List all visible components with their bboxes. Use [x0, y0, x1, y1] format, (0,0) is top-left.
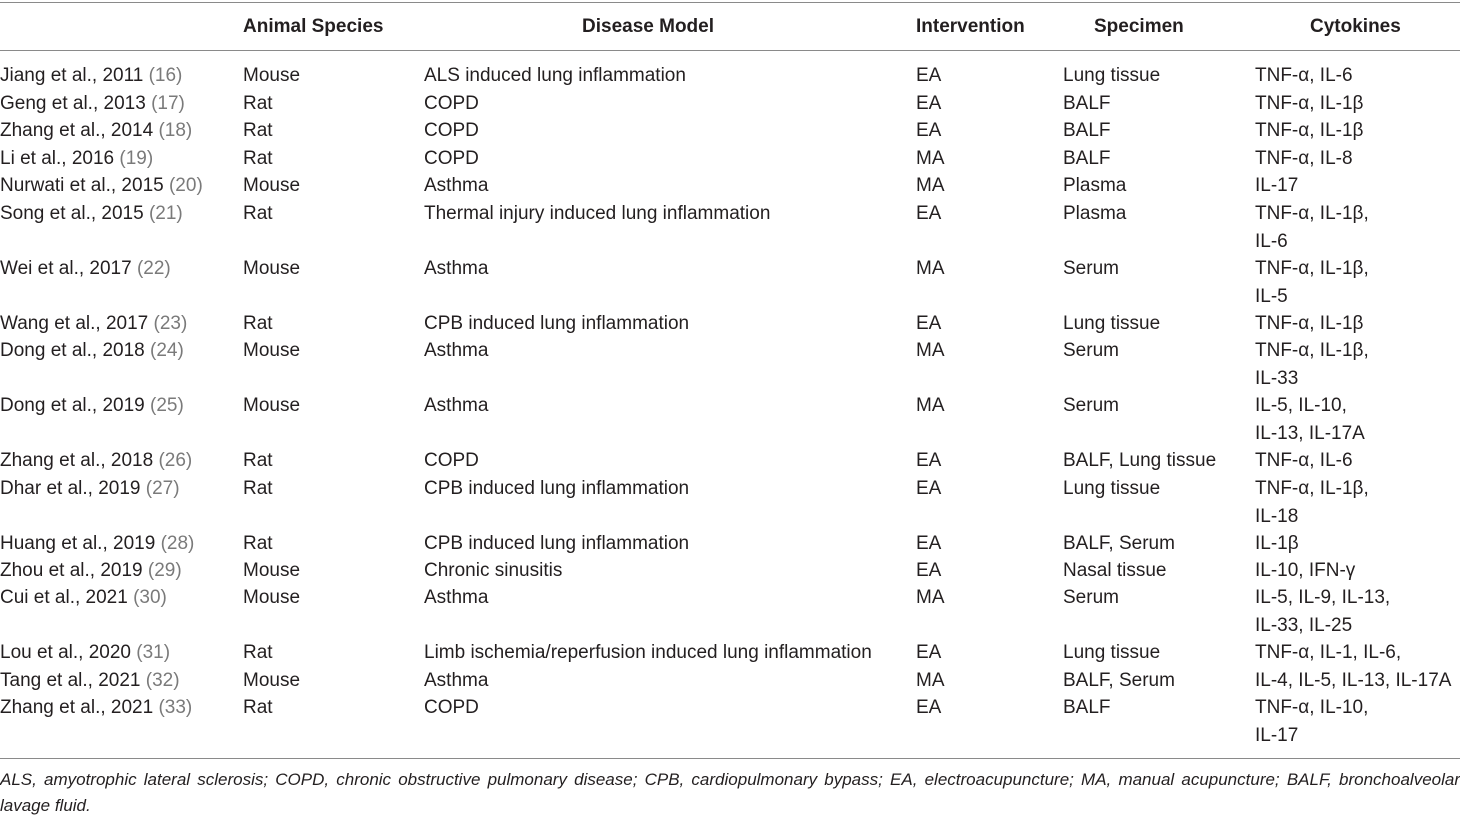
- intervention-cell: EA: [916, 478, 942, 499]
- reference-link[interactable]: (20): [168, 175, 203, 196]
- reference-link[interactable]: (31): [136, 642, 171, 663]
- study-name: Tang et al., 2021: [0, 670, 141, 691]
- study-name: Nurwati et al., 2015: [0, 175, 164, 196]
- cytokines-line: IL-33, IL-25: [1255, 614, 1353, 636]
- specimen-cell: Serum: [1063, 587, 1119, 608]
- cytokines-line: IL-18: [1255, 505, 1299, 527]
- study-cell: [0, 639, 170, 667]
- reference-link[interactable]: (18): [158, 120, 193, 141]
- intervention-cell: MA: [916, 340, 945, 361]
- reference-link[interactable]: (29): [147, 560, 182, 581]
- cytokines-cell: [1255, 557, 1355, 585]
- cytokines-line: IL-13, IL-17A: [1255, 422, 1365, 444]
- cytokines-cell: [1255, 62, 1353, 90]
- intervention-cell: EA: [916, 560, 942, 581]
- intervention-cell: MA: [916, 395, 945, 416]
- specimen-cell: BALF: [1063, 697, 1111, 718]
- cytokines-line: IL-5, IL-9, IL-13,: [1255, 587, 1391, 608]
- species-cell: Mouse: [243, 670, 301, 691]
- species-cell: Rat: [243, 450, 273, 471]
- cytokines-line: IL-10, IFN-γ: [1255, 560, 1356, 581]
- cytokines-line: IL-4, IL-5, IL-13, IL-17A: [1255, 670, 1452, 691]
- cytokines-cell: [1255, 145, 1353, 173]
- reference-link[interactable]: (23): [153, 313, 188, 334]
- header-animal-species: Animal Species: [243, 16, 384, 37]
- reference-link[interactable]: (27): [145, 478, 180, 499]
- species-cell: Rat: [243, 93, 273, 114]
- intervention-cell: MA: [916, 587, 945, 608]
- cytokines-cell: [1255, 639, 1401, 667]
- intervention-cell: EA: [916, 120, 942, 141]
- study-name: Lou et al., 2020: [0, 642, 131, 663]
- disease-model-cell: CPB induced lung inflammation: [424, 533, 690, 554]
- study-name: Zhou et al., 2019: [0, 560, 143, 581]
- cytokines-cell: [1255, 667, 1451, 695]
- study-name: Cui et al., 2021: [0, 587, 128, 608]
- study-name: Zhang et al., 2014: [0, 120, 154, 141]
- study-cell: [0, 200, 183, 228]
- header-intervention: Intervention: [916, 16, 1025, 37]
- disease-model-cell: ALS induced lung inflammation: [424, 65, 686, 86]
- disease-model-cell: COPD: [424, 148, 479, 169]
- reference-link[interactable]: (21): [148, 203, 183, 224]
- disease-model-cell: COPD: [424, 120, 479, 141]
- reference-link[interactable]: (30): [133, 587, 167, 608]
- cytokines-line: TNF-α, IL-10,: [1255, 697, 1369, 718]
- disease-model-cell: Thermal injury induced lung inflammation: [424, 203, 771, 224]
- specimen-cell: Lung tissue: [1063, 313, 1161, 334]
- intervention-cell: EA: [916, 203, 942, 224]
- study-cell: [0, 172, 203, 200]
- study-cell: [0, 475, 180, 503]
- species-cell: Rat: [243, 148, 273, 169]
- intervention-cell: EA: [916, 93, 942, 114]
- cytokines-cell: [1255, 392, 1365, 447]
- reference-link[interactable]: (32): [145, 670, 180, 691]
- specimen-cell: Serum: [1063, 340, 1119, 361]
- reference-link[interactable]: (33): [158, 697, 193, 718]
- species-cell: Mouse: [243, 340, 301, 361]
- study-name: Dhar et al., 2019: [0, 478, 141, 499]
- study-cell: [0, 447, 192, 475]
- species-cell: Rat: [243, 478, 273, 499]
- species-cell: Rat: [243, 203, 273, 224]
- specimen-cell: BALF: [1063, 93, 1111, 114]
- species-cell: Mouse: [243, 175, 301, 196]
- study-name: Dong et al., 2019: [0, 395, 145, 416]
- cytokines-line: IL-17: [1255, 724, 1299, 746]
- intervention-cell: MA: [916, 148, 945, 169]
- cytokines-line: IL-6: [1255, 230, 1288, 252]
- study-name: Huang et al., 2019: [0, 533, 156, 554]
- study-name: Wang et al., 2017: [0, 313, 149, 334]
- study-cell: [0, 117, 192, 145]
- specimen-cell: BALF, Lung tissue: [1063, 450, 1217, 471]
- disease-model-cell: COPD: [424, 450, 479, 471]
- cytokines-cell: [1255, 90, 1363, 118]
- cytokines-line: IL-33: [1255, 367, 1299, 389]
- disease-model-cell: Limb ischemia/reperfusion induced lung inflammation: [424, 642, 872, 663]
- species-cell: Mouse: [243, 560, 301, 581]
- cytokines-line: IL-1β: [1255, 533, 1299, 554]
- species-cell: Rat: [243, 120, 273, 141]
- reference-link[interactable]: (24): [150, 340, 184, 361]
- study-cell: [0, 530, 194, 558]
- study-name: Zhang et al., 2021: [0, 697, 154, 718]
- intervention-cell: EA: [916, 450, 942, 471]
- intervention-cell: EA: [916, 697, 942, 718]
- species-cell: Rat: [243, 533, 273, 554]
- study-cell: [0, 145, 153, 173]
- cytokines-line: TNF-α, IL-1β: [1255, 313, 1364, 334]
- cytokines-cell: [1255, 694, 1368, 749]
- intervention-cell: EA: [916, 65, 942, 86]
- disease-model-cell: Asthma: [424, 670, 489, 691]
- cytokines-line: TNF-α, IL-1β: [1255, 93, 1364, 114]
- specimen-cell: Serum: [1063, 258, 1119, 279]
- table-footnote: ALS, amyotrophic lateral sclerosis; COPD, chronic obstructive pulmonary disease; CPB, cardiopulmonary bypass; EA, electroacupuncture; MA, manual acupuncture; BALF, bronchoalveolar lavage fluid.: [0, 770, 1460, 815]
- species-cell: Rat: [243, 642, 273, 663]
- disease-model-cell: Asthma: [424, 395, 489, 416]
- species-cell: Rat: [243, 697, 273, 718]
- specimen-cell: Nasal tissue: [1063, 560, 1167, 581]
- cytokines-line: IL-17: [1255, 175, 1299, 196]
- specimen-cell: BALF: [1063, 148, 1111, 169]
- cytokines-cell: [1255, 530, 1299, 558]
- specimen-cell: Lung tissue: [1063, 642, 1161, 663]
- cytokines-cell: [1255, 447, 1353, 475]
- study-name: Li et al., 2016: [0, 148, 115, 169]
- specimen-cell: Serum: [1063, 395, 1119, 416]
- species-cell: Mouse: [243, 258, 301, 279]
- cytokines-line: TNF-α, IL-1β,: [1255, 340, 1369, 361]
- cytokines-cell: [1255, 310, 1363, 338]
- intervention-cell: MA: [916, 258, 945, 279]
- intervention-cell: EA: [916, 313, 942, 334]
- disease-model-cell: Asthma: [424, 340, 489, 361]
- cytokines-cell: [1255, 337, 1369, 392]
- reference-link[interactable]: (25): [150, 395, 184, 416]
- reference-link[interactable]: (17): [151, 93, 185, 114]
- specimen-cell: Lung tissue: [1063, 65, 1161, 86]
- reference-link[interactable]: (22): [136, 258, 171, 279]
- study-cell: [0, 255, 171, 283]
- disease-model-cell: CPB induced lung inflammation: [424, 478, 690, 499]
- cytokines-line: IL-5: [1255, 285, 1288, 307]
- disease-model-cell: COPD: [424, 93, 479, 114]
- study-cell: [0, 694, 192, 722]
- cytokines-cell: [1255, 255, 1369, 310]
- cytokines-cell: [1255, 584, 1390, 639]
- cytokines-line: TNF-α, IL-1, IL-6,: [1255, 642, 1402, 663]
- specimen-cell: BALF: [1063, 120, 1111, 141]
- cytokines-line: TNF-α, IL-1β,: [1255, 203, 1369, 224]
- table-top-rule: [0, 2, 1460, 3]
- study-name: Zhang et al., 2018: [0, 450, 154, 471]
- study-cell: [0, 310, 187, 338]
- study-cell: [0, 557, 182, 585]
- intervention-cell: EA: [916, 533, 942, 554]
- reference-link[interactable]: (26): [158, 450, 193, 471]
- cytokines-line: TNF-α, IL-8: [1255, 148, 1353, 169]
- disease-model-cell: Asthma: [424, 258, 489, 279]
- disease-model-cell: COPD: [424, 697, 479, 718]
- species-cell: Mouse: [243, 65, 301, 86]
- reference-link[interactable]: (16): [148, 65, 183, 86]
- disease-model-cell: CPB induced lung inflammation: [424, 313, 690, 334]
- species-cell: Rat: [243, 313, 273, 334]
- specimen-cell: Lung tissue: [1063, 478, 1161, 499]
- specimen-cell: BALF, Serum: [1063, 533, 1175, 554]
- specimen-cell: Plasma: [1063, 203, 1127, 224]
- specimen-cell: Plasma: [1063, 175, 1127, 196]
- cytokines-line: TNF-α, IL-6: [1255, 65, 1353, 86]
- cytokines-line: TNF-α, IL-1β,: [1255, 258, 1369, 279]
- reference-link[interactable]: (28): [160, 533, 195, 554]
- intervention-cell: MA: [916, 175, 945, 196]
- study-name: Geng et al., 2013: [0, 93, 146, 114]
- study-name: Wei et al., 2017: [0, 258, 132, 279]
- cytokines-line: IL-5, IL-10,: [1255, 395, 1347, 416]
- cytokines-line: TNF-α, IL-6: [1255, 450, 1353, 471]
- disease-model-cell: Chronic sinusitis: [424, 560, 563, 581]
- table-header-rule: [0, 50, 1460, 51]
- reference-link[interactable]: (19): [119, 148, 154, 169]
- species-cell: Mouse: [243, 395, 301, 416]
- study-name: Song et al., 2015: [0, 203, 144, 224]
- cytokines-cell: [1255, 172, 1298, 200]
- study-cell: [0, 337, 184, 365]
- intervention-cell: MA: [916, 670, 945, 691]
- species-cell: Mouse: [243, 587, 301, 608]
- study-cell: [0, 667, 180, 695]
- study-cell: [0, 90, 185, 118]
- disease-model-cell: Asthma: [424, 587, 489, 608]
- cytokines-cell: [1255, 475, 1369, 530]
- study-cell: [0, 62, 182, 90]
- table-bottom-rule: [0, 758, 1460, 759]
- study-name: Dong et al., 2018: [0, 340, 145, 361]
- cytokines-cell: [1255, 200, 1369, 255]
- intervention-cell: EA: [916, 642, 942, 663]
- study-cell: [0, 392, 184, 420]
- disease-model-cell: Asthma: [424, 175, 489, 196]
- header-specimen: Specimen: [1094, 16, 1184, 37]
- header-disease-model: Disease Model: [582, 16, 714, 37]
- cytokines-line: TNF-α, IL-1β: [1255, 120, 1364, 141]
- study-name: Jiang et al., 2011: [0, 65, 144, 86]
- study-cell: [0, 584, 167, 612]
- specimen-cell: BALF, Serum: [1063, 670, 1175, 691]
- header-cytokines: Cytokines: [1310, 16, 1401, 37]
- cytokines-line: TNF-α, IL-1β,: [1255, 478, 1369, 499]
- cytokines-cell: [1255, 117, 1363, 145]
